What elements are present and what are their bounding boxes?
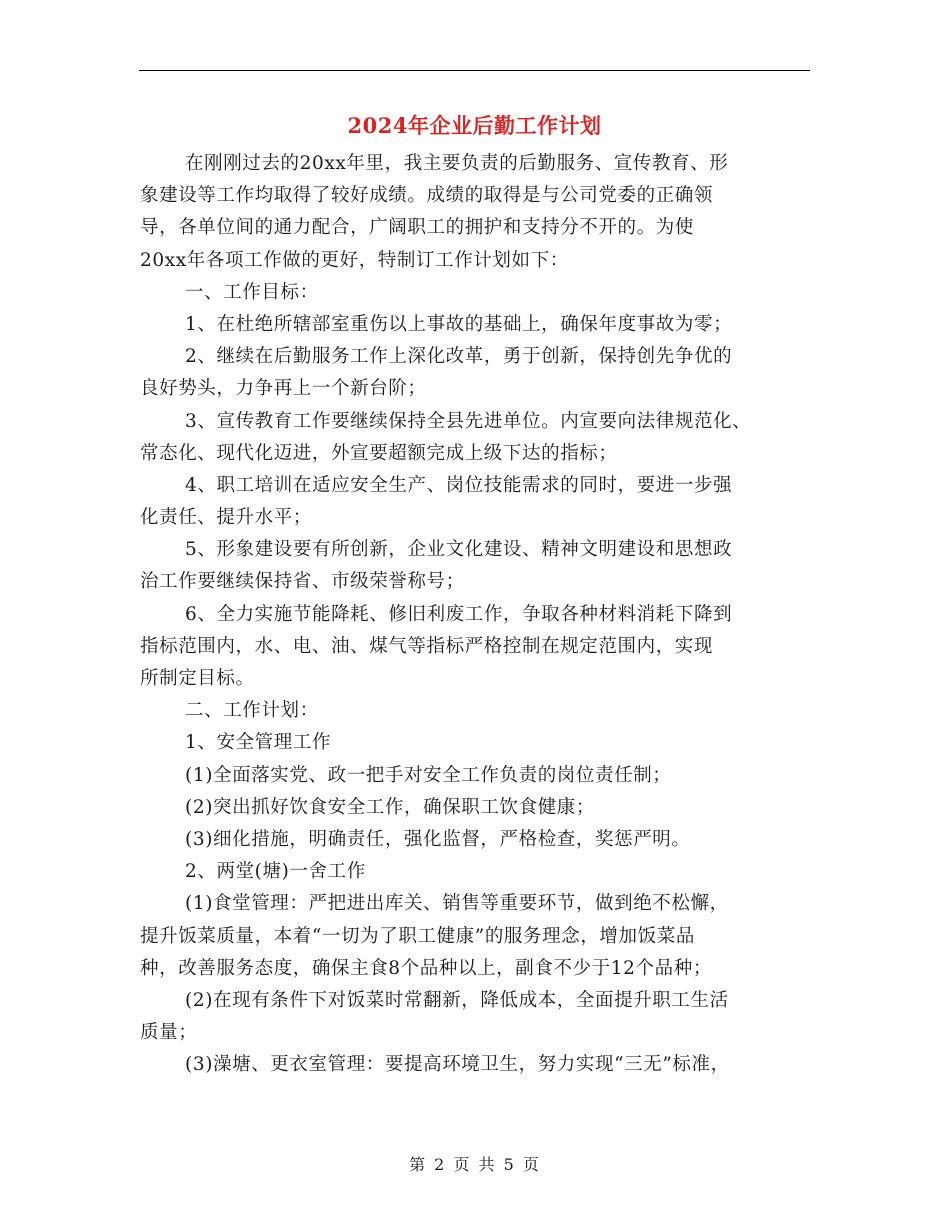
text-line: (2)在现有条件下对饭菜时常翻新，降低成本，全面提升职工生活 [185,989,729,1011]
text-line: 4、职工培训在适应安全生产、岗位技能需求的同时，要进一步强 [185,474,733,496]
text-line: 种，改善服务态度，确保主食8个品种以上，副食不少于12个品种； [140,957,712,979]
text-line: (3)澡塘、更衣室管理：要提高环境卫生，努力实现“三无”标准， [185,1054,730,1076]
page-number: 第 2 页 共 5 页 [409,1155,541,1174]
text-line: 治工作要继续保持省、市级荣誉称号； [140,571,465,593]
text-line: 5、形象建设要有所创新，企业文化建设、精神文明建设和思想政 [185,539,733,561]
header-rule [139,70,810,71]
text-line: 2、两堂(塘)一舍工作 [185,861,366,883]
text-line: 1、在杜绝所辖部室重伤以上事故的基础上，确保年度事故为零； [185,313,733,335]
document-title: 2024年企业后勤工作计划 [347,113,602,138]
text-line: 良好势头，力争再上一个新台阶； [140,378,427,400]
text-line: (1)全面落实党、政一把手对安全工作负责的岗位责任制； [185,764,672,786]
text-line: 象建设等工作均取得了较好成绩。成绩的取得是与公司党委的正确领 [140,185,714,207]
text-line: (2)突出抓好饮食安全工作，确保职工饮食健康； [185,796,596,818]
document-body [140,148,810,1081]
text-line: 1、安全管理工作 [185,732,332,754]
text-line: (1)食堂管理：严把进出库关、销售等重要环节，做到绝不松懈， [185,893,729,915]
text-line: 20xx年各项工作做的更好，特制订工作计划如下： [140,249,569,271]
text-line: 质量； [140,1022,198,1044]
text-line: 2、继续在后勤服务工作上深化改革，勇于创新，保持创先争优的 [185,346,733,368]
text-line: 6、全力实施节能降耗、修旧利废工作，争取各种材料消耗下降到 [185,603,733,625]
text-line: 化责任、提升水平； [140,507,312,529]
text-line: (3)细化措施，明确责任，强化监督，严格检查，奖惩严明。 [185,828,691,850]
text-line: 所制定目标。 [140,668,255,689]
text-line: 导，各单位间的通力配合，广阔职工的拥护和支持分不开的。为使 [140,217,694,239]
text-line: 指标范围内，水、电、油、煤气等指标严格控制在规定范围内，实现 [140,635,714,657]
text-line: 在刚刚过去的20xx年里，我主要负责的后勤服务、宣传教育、形 [185,153,729,174]
text-line: 一、工作目标： [185,281,319,303]
text-line: 常态化、现代化迈进，外宣要超额完成上级下达的指标； [140,442,618,464]
text-line: 二、工作计划： [185,700,319,722]
text-line: 3、宣传教育工作要继续保持全县先进单位。内宣要向法律规范化、 [185,410,752,432]
text-line: 提升饭菜质量，本着“一切为了职工健康”的服务理念，增加饭菜品 [140,925,695,947]
